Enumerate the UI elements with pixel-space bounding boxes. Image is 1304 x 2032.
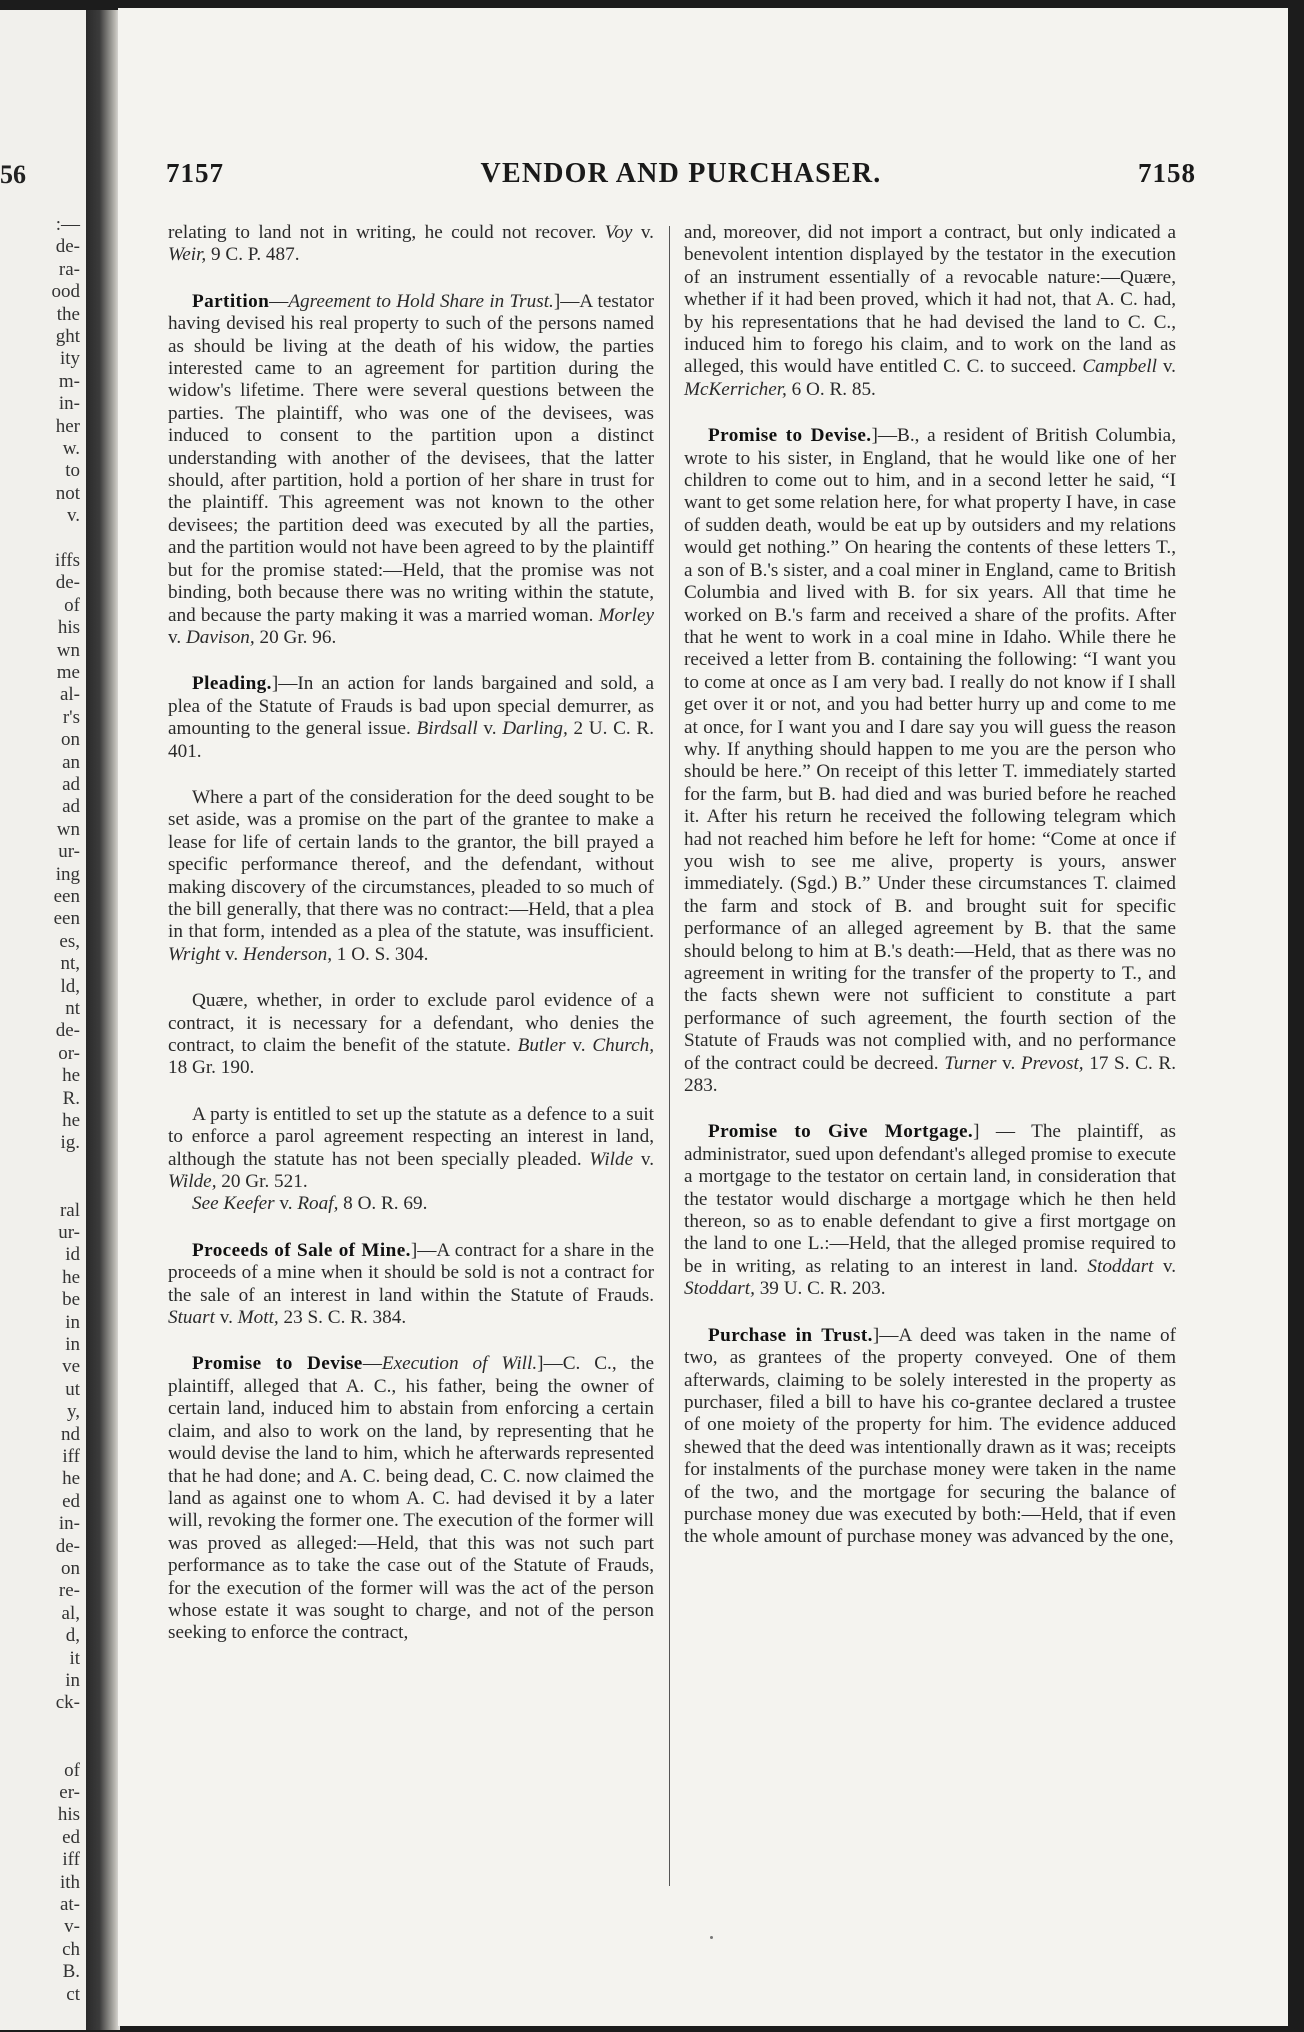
- previous-page-fragment: R.: [62, 1087, 80, 1109]
- entry-heading: Pleading.: [192, 673, 272, 695]
- body-text: 6 O. R. 85.: [786, 378, 876, 400]
- previous-page-fragment: in: [65, 1311, 80, 1333]
- body-text: ]—In an action for lands bargained and sold, a plea of the Statute of Frauds is bad upon special demurrer, as amounting to the general issue.: [168, 673, 654, 740]
- previous-page-fragment: on: [61, 729, 80, 751]
- right-column-paragraph: [684, 222, 1176, 401]
- previous-page-fragment: he: [62, 1065, 80, 1087]
- previous-page-fragment: ck-: [55, 1692, 80, 1714]
- body-text: 9 C. P. 487.: [206, 244, 300, 266]
- previous-page-fragment: de-: [55, 1020, 80, 1042]
- previous-page-fragment: be: [62, 1289, 80, 1311]
- body-text: 18 Gr. 190.: [168, 1057, 255, 1079]
- running-header: [166, 158, 1196, 198]
- body-text: 23 S. C. R. 384.: [278, 1307, 407, 1329]
- body-text: 20 Gr. 521.: [216, 1171, 308, 1193]
- previous-page-fragment: de-: [55, 1535, 80, 1557]
- previous-page-fragment: iffs: [55, 550, 80, 571]
- body-text: v.: [214, 1307, 238, 1329]
- body-text: ]—A testator having devised his real property to such of the persons named as should be living at the death of his widow, the parties interested came to an agreement for partition during the widow's lifetime. There were several questions between the parties. The plaintiff, who was one of the devisees, was induced to consent to the partition upon a distinct understanding with another of the devisees, that the latter should, after partition, hold a portion of her share in trust for the plaintiff. This agreement was not known to the other devisees; the partition deed was executed by all the parties, and the partition would not have been agreed to by the plaintiff but for the promise stated:—Held, that the promise was not binding, both because there was no writing within the statute, and because the party making it was a married woman.: [168, 290, 654, 626]
- previous-page-fragment: y,: [66, 1401, 80, 1423]
- previous-page-fragment: nt,: [60, 953, 80, 975]
- case-name: McKerricher,: [684, 378, 787, 400]
- case-name: Butler: [517, 1035, 566, 1056]
- previous-page-fragment: ld,: [60, 975, 80, 997]
- body-text: v.: [168, 626, 186, 648]
- previous-page-fragment: the: [56, 303, 80, 325]
- previous-page-fragment: iff: [62, 1849, 80, 1871]
- left-column-paragraph: [168, 1104, 654, 1194]
- previous-page-fragment: her: [55, 415, 80, 437]
- previous-page-fragment: ed: [62, 1490, 80, 1512]
- left-column-paragraph: [168, 673, 654, 763]
- previous-page-fragment: ad: [62, 796, 80, 818]
- body-text: v.: [633, 1148, 654, 1170]
- body-text: and, moreover, did not import a contract, but only indicated a benevolent intention displayed by the testator in the execution of an instrument essentially of a revocable nature:—Quære, whether if it had been proved, which it had not, that A. C. had, by his representations that he had devised the land to C. C., induced him to forego his claim, and to work on the land as alleged, this would have entitled C. C. to succeed.: [684, 222, 1176, 378]
- case-name: Roaf,: [297, 1193, 339, 1215]
- previous-page-fragment: in: [65, 1334, 80, 1355]
- previous-page-fragment: id: [65, 1244, 80, 1266]
- previous-page-fragment: he: [62, 1266, 80, 1288]
- previous-page-fragment: ed: [62, 1826, 80, 1848]
- previous-page-fragment: of: [64, 594, 80, 616]
- previous-page-fragment: ood: [51, 281, 80, 303]
- previous-page-fragment: wn: [56, 818, 80, 840]
- previous-page-fragment: it: [69, 1647, 80, 1669]
- case-name: Morley: [598, 604, 654, 626]
- body-text: v.: [1153, 1255, 1176, 1277]
- previous-page-fragment: on: [61, 1558, 80, 1579]
- body-text: v.: [477, 718, 503, 740]
- left-column-paragraph: [168, 1240, 654, 1330]
- previous-page-fragment: ut: [65, 1378, 80, 1400]
- previous-page-fragment: ra-: [58, 258, 80, 280]
- previous-page-fragment: ch: [62, 1938, 80, 1960]
- body-text: Quære, whether, in order to exclude parol evidence of a contract, it is necessary for a defendant, who denies the contract, to claim the benefit of the statute.: [168, 990, 654, 1056]
- case-name: Prevost,: [1020, 1052, 1084, 1074]
- previous-page-fragment: ur-: [58, 1222, 80, 1243]
- running-title: VENDOR AND PURCHASER.: [480, 158, 882, 189]
- previous-page-fragment: r's: [62, 706, 80, 728]
- previous-page-fragment: er-: [59, 1782, 80, 1803]
- left-column-paragraph: [168, 291, 654, 650]
- case-name: See Keefer: [192, 1193, 275, 1215]
- previous-page-fragment: ith: [59, 1871, 80, 1893]
- body-text: Where a part of the consideration for the deed sought to be set aside, was a promise on the part of the grantee to make a lease for life of certain lands to the grantor, the bill prayed a specific performance thereof, and the defendant, without making discovery of the circumstances, pleaded to so much of the bill generally, that there was no contract:—Held, that a plea in that form, intended as a plea of the statute, was insufficient.: [168, 786, 654, 943]
- column-rule: [669, 226, 670, 1886]
- body-text: v.: [1156, 356, 1176, 378]
- previous-page-fragment: ig.: [60, 1132, 80, 1154]
- scan-speck: [710, 1936, 713, 1939]
- previous-page-fragment: es,: [59, 930, 80, 952]
- previous-page-fragment: al-: [59, 684, 80, 706]
- case-name: Stuart: [168, 1307, 215, 1329]
- previous-page-fragment: his: [57, 617, 80, 639]
- case-name: Darling,: [502, 718, 568, 740]
- entry-heading: Promise to Give Mortgage.: [708, 1121, 974, 1143]
- right-column: [684, 222, 1176, 1573]
- previous-page-fragment: of: [64, 1759, 80, 1781]
- entry-heading: Purchase in Trust.: [708, 1324, 873, 1346]
- previous-page-fragment: B.: [62, 1961, 80, 1983]
- case-name: Davison,: [185, 626, 255, 648]
- previous-page-fragment: ad: [62, 774, 80, 795]
- case-name: Birdsall: [416, 718, 478, 740]
- previous-page-fragment: iff: [62, 1446, 80, 1467]
- left-column: [168, 222, 654, 1669]
- previous-page-fragment: v-: [64, 1916, 80, 1938]
- body-text: A party is entitled to set up the statute as a defence to a suit to enforce a parol agreement respecting an interest in land, although the statute has not been specially pleaded.: [168, 1103, 654, 1170]
- body-text: 8 O. R. 69.: [338, 1193, 428, 1215]
- case-name: Stoddart: [1087, 1255, 1154, 1277]
- left-column-paragraph: [168, 1193, 654, 1215]
- case-name: Wilde: [589, 1148, 634, 1170]
- body-text: v.: [996, 1052, 1021, 1074]
- previous-page-fragment: to: [65, 460, 80, 482]
- case-name: Voy: [604, 222, 633, 243]
- case-name: Henderson,: [243, 943, 332, 965]
- previous-page-fragment: he: [62, 1468, 80, 1490]
- right-column-paragraph: [684, 1121, 1176, 1300]
- previous-page-fragment: ve: [62, 1356, 80, 1378]
- book-gutter: [86, 10, 120, 2030]
- previous-page-fragment: an: [62, 751, 80, 773]
- previous-page-fragment: :—: [55, 214, 80, 235]
- body-text: v.: [220, 943, 243, 965]
- previous-page-edge: [0, 10, 86, 2030]
- book-page: [118, 8, 1288, 2026]
- body-text: v.: [632, 222, 654, 243]
- previous-page-fragment: ing: [55, 863, 80, 885]
- case-name: Turner: [944, 1052, 997, 1074]
- previous-page-fragment: de-: [55, 236, 80, 258]
- body-text: ]—C. C., the plaintiff, alleged that A. C., his father, being the owner of certain land, induced him to abstain from enforcing a certain claim, and also to work on the land, by representing that he would devise the land to him, which he afterwards represented that he had done; and A. C. being dead, C. C. now claimed the land as against one to whom A. C. had devised it by a later will, revoking the former one. The execution of the former will was proved as alleged:—Held, that this was not such part performance as to take the case out of the Statute of Frauds, for the execution of the former will was the act of the person whose estate it was sought to charge, and not of the person seeking to enforce the contract,: [168, 1353, 654, 1644]
- body-text: —: [362, 1353, 382, 1375]
- case-name: Wright: [168, 943, 221, 965]
- entry-heading: Promise to Devise.: [708, 425, 872, 447]
- previous-page-fragment: een: [53, 886, 80, 907]
- previous-page-fragment: re-: [58, 1580, 80, 1602]
- left-column-paragraph: [168, 222, 654, 267]
- previous-page-fragment: not: [55, 482, 80, 504]
- left-column-paragraph: [168, 990, 654, 1080]
- case-name: Church,: [592, 1035, 654, 1056]
- previous-page-fragment: in: [65, 1670, 80, 1691]
- body-text: 20 Gr. 96.: [254, 626, 337, 648]
- case-name: Agreement to Hold Share in Trust.: [288, 290, 554, 312]
- case-name: Stoddart,: [684, 1278, 755, 1300]
- left-column-paragraph: [168, 1353, 654, 1644]
- previous-page-fragment: at-: [59, 1894, 80, 1915]
- body-text: ] — The plaintiff, as administrator, sued upon defendant's alleged promise to execute a mortgage to the testator on certain land, in consideration that the testator would discharge a mortgage which he then held thereon, so as to enable defendant to give a first mortgage on the land to one L.:—Held, that the alleged promise required to be in writing, as relating to an interest in land.: [684, 1121, 1176, 1277]
- body-text: ]—B., a resident of British Columbia, wrote to his sister, in England, that he would like one of her children to come out to him, and in a second letter he said, “I want to get some relation here, for what property I have, in case of sudden death, would be eat up by outsiders and my relations would get nothing.” On hearing the contents of these letters T., a son of B.'s sister, and a coal miner in England, came to British Columbia and lived with B. for six years. All that time he worked on B.'s farm and received a share of the profits. After that he went to work in a coal mine in Idaho. While there he received a letter from B. containing the following: “I want you to come at once as I am very bad. I really do not know if I shall get over it or not, and you had better hurry up and come to me at once, for I want you and I dare say you will guess the reason why. If anything should happen to me you are the person who should be here.” On receipt of this letter T. immediately started for the farm, but B. had died and was buried before he reached it. After his return he received the following telegram which had not reached him before he left for home: “Come at once if you wish to see me alive, property is yours, answer immediately. (Sgd.) B.” Under these circumstances T. claimed the farm and stock of B. and brought suit for specific performance of an alleged agreement by B. that the same should belong to him at B.'s death:—Held, that as there was no agreement in writing for the transfer of the property to T., and the facts shewn were not sufficient to constitute a part performance of such agreement, the fourth section of the Statute of Frauds was not complied with, and no performance of the contract could be decreed.: [684, 425, 1176, 1074]
- previous-page-fragment: in-: [58, 393, 80, 415]
- previous-page-fragment: de-: [55, 572, 80, 594]
- previous-page-fragment: ity: [59, 348, 80, 370]
- previous-page-number: 56: [0, 160, 26, 189]
- case-name: Mott,: [237, 1307, 279, 1329]
- body-text: 17 S. C. R. 283.: [684, 1052, 1176, 1097]
- previous-page-fragment: in-: [58, 1513, 80, 1535]
- body-text: ]—A contract for a share in the proceeds of a mine when it should be sold is not a contract for the sale of an interest in land within the Statute of Frauds.: [168, 1239, 654, 1306]
- previous-page-fragment: al,: [61, 1602, 80, 1624]
- body-text: v.: [274, 1193, 298, 1215]
- previous-page-fragment: he: [62, 1110, 80, 1131]
- body-text: ]—A deed was taken in the name of two, as grantees of the property conveyed. One of them afterwards, claiming to be solely interested in the property as purchaser, filed a bill to have his co-grantee declared a trustee of one moiety of the property for him. The evidence adduced shewed that the deed was intentionally drawn as it was; receipts for instalments of the purchase money were taken in the name of the two, and the mortgage for securing the balance of purchase money due was executed by both:—Held, that if even the whole amount of purchase money was advanced by the one,: [684, 1324, 1176, 1548]
- previous-page-fragment: wn: [56, 639, 80, 661]
- entry-heading: Partition: [192, 290, 270, 312]
- entry-heading: Proceeds of Sale of Mine.: [192, 1239, 411, 1261]
- body-text: —: [269, 290, 289, 312]
- body-text: v.: [565, 1035, 593, 1056]
- page-number-right: 7158: [1138, 158, 1196, 188]
- case-name: Wilde,: [168, 1171, 217, 1193]
- left-column-paragraph: [168, 787, 654, 966]
- previous-page-fragment: ct: [66, 1983, 80, 2005]
- body-text: 2 U. C. R. 401.: [168, 718, 654, 762]
- previous-page-fragment: v.: [66, 505, 80, 527]
- body-text: relating to land not in writing, he could not recover.: [168, 222, 605, 243]
- case-name: Campbell: [1082, 356, 1157, 378]
- body-text: 39 U. C. R. 203.: [754, 1278, 886, 1300]
- page-number-left: 7157: [166, 158, 224, 188]
- previous-page-fragment: d,: [65, 1625, 80, 1647]
- previous-page-fragment: me: [56, 662, 80, 683]
- previous-page-fragment: nd: [61, 1423, 80, 1445]
- previous-page-fragment: his: [57, 1804, 80, 1826]
- previous-page-fragment: ral: [59, 1199, 80, 1221]
- right-column-paragraph: [684, 1325, 1176, 1549]
- case-name: Weir,: [168, 244, 207, 266]
- previous-page-fragment: ght: [55, 326, 80, 347]
- entry-heading: Promise to Devise: [192, 1353, 363, 1375]
- case-name: Execution of Will.: [381, 1353, 538, 1375]
- body-text: 1 O. S. 304.: [332, 943, 429, 965]
- right-column-paragraph: [684, 425, 1176, 1097]
- previous-page-fragment: nt: [65, 998, 80, 1019]
- previous-page-fragment: or-: [58, 1042, 80, 1064]
- previous-page-fragment: een: [53, 908, 80, 930]
- previous-page-fragment: ur-: [58, 841, 80, 863]
- previous-page-fragment: m-: [58, 370, 80, 392]
- previous-page-fragment: w.: [62, 438, 80, 459]
